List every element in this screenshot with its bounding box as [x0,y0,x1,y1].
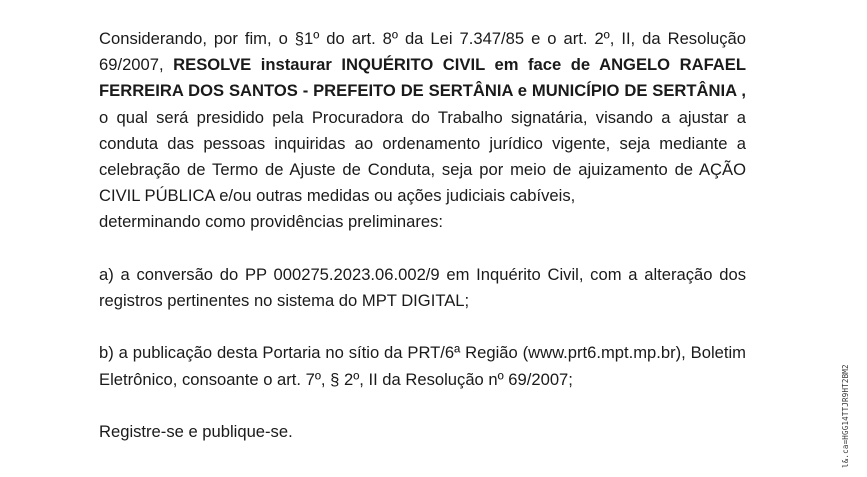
item-b-text: b) a publicação desta Portaria no sítio da PRT/6ª Região (www.prt6.mpt.mp.br), Boletim Eletrônico, consoante o art. 7º, § 2º, II da Resolução nº 69/2007; [99,343,746,389]
paragraph-resolve [99,26,746,209]
side-authentication-stamp: l&.ca=HGG14TTJR9HT2BM2 [841,364,850,468]
paragraph-intro-text: Considerando, por fim, o §1º do art. 8º da Lei 7.347/85 e o art. 2º, II, da Resolução 69/2007, [99,29,746,75]
paragraph-rest-text: o qual será presidido pela Procuradora do Trabalho signatária, visando a ajustar a conduta das pessoas inquiridas ao ordenamento jurídico vigente, seja mediante a celebração de Termo de Ajuste de Conduta, seja por meio de ajuizamento de AÇÃO CIVIL PÚBLICA e/ou outras medidas ou ações judiciais cabíveis, [99,107,746,206]
document-body [99,26,746,445]
paragraph-bold-text: RESOLVE instaurar INQUÉRITO CIVIL em face de ANGELO RAFAEL FERREIRA DOS SANTOS - PREFEITO DE SERTÂNIA e MUNICÍPIO DE SERTÂNIA , [99,55,746,101]
closing-text: Registre-se e publique-se. [99,422,293,441]
lead-in-text: determinando como providências preliminares: [99,212,444,232]
item-a-text: a) a conversão do PP 000275.2023.06.002/9 em Inquérito Civil, com a alteração dos registros pertinentes no sistema do MPT DIGITAL; [99,264,746,311]
